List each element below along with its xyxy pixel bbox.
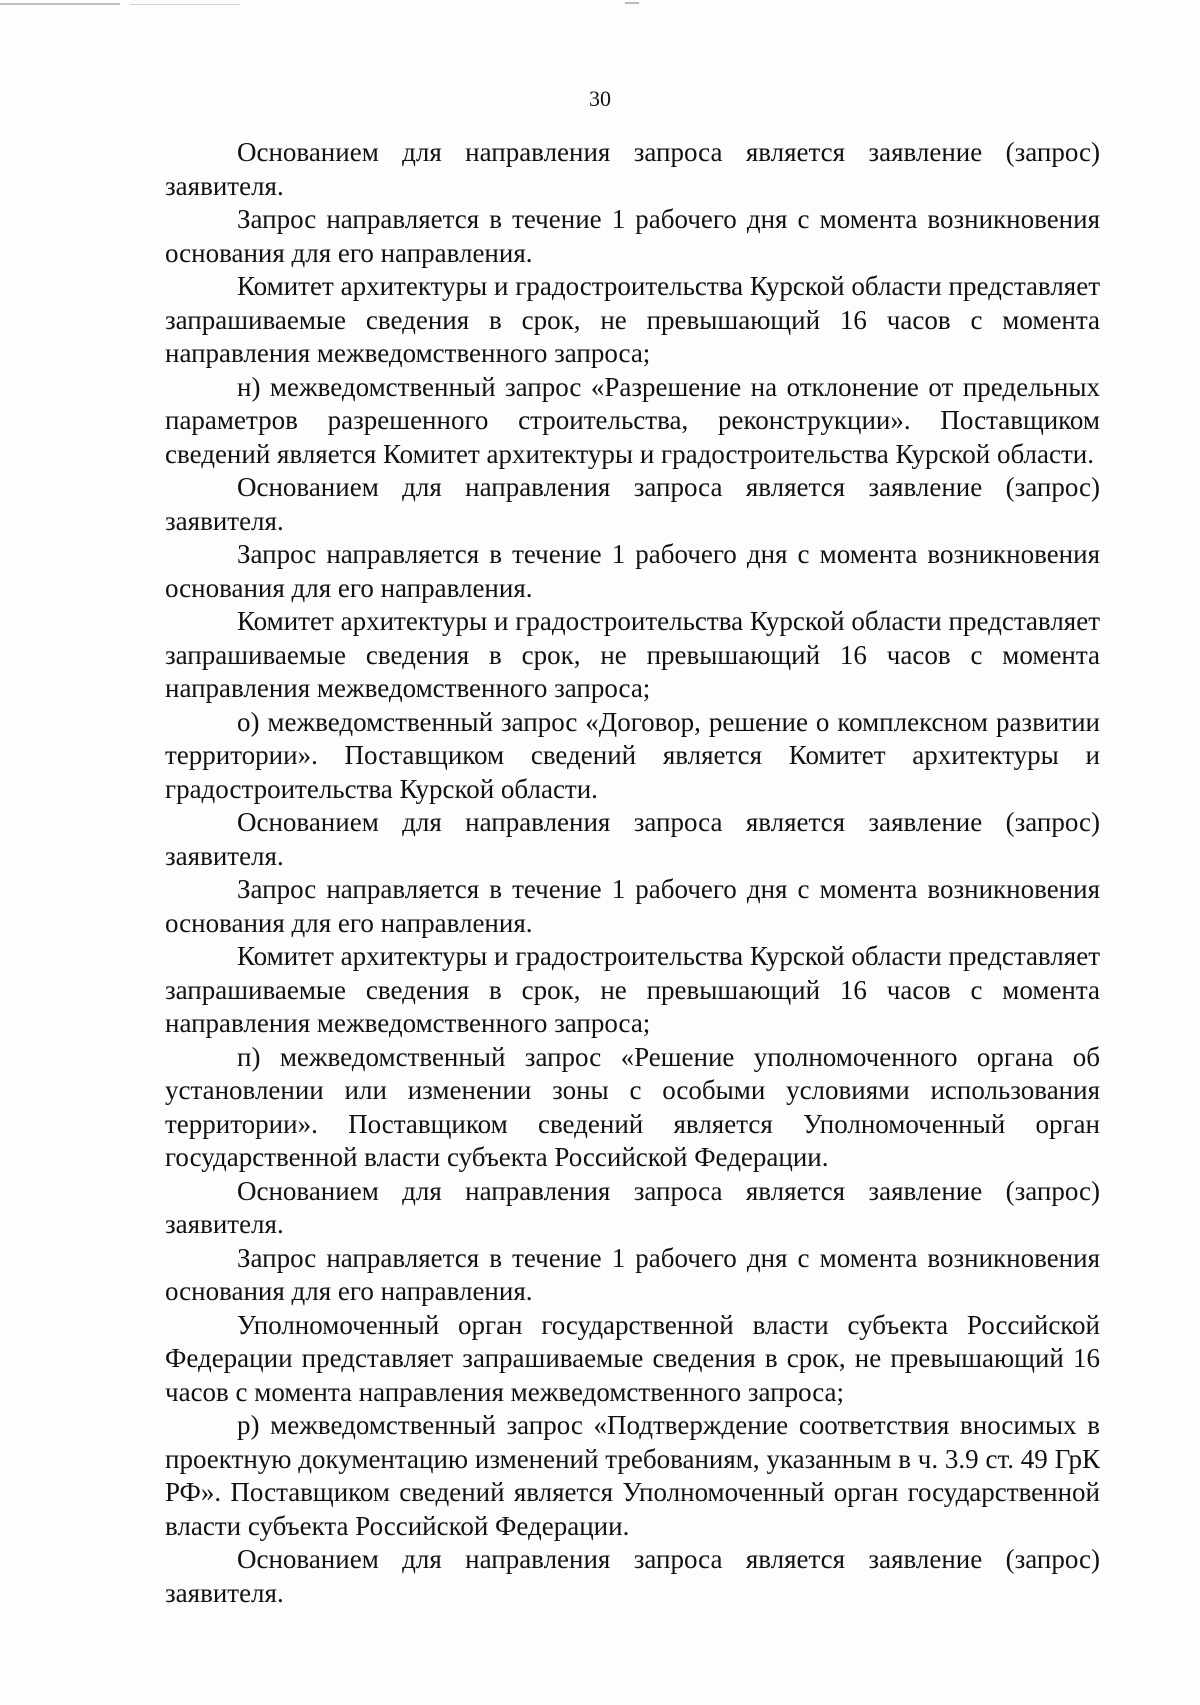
paragraph: Запрос направляется в течение 1 рабочего дня с момента возникновения основания для его направления.: [165, 539, 1100, 603]
paragraph: Уполномоченный орган государственной власти субъекта Российской Федерации представляет запрашиваемые сведения в срок, не превышающий 16 часов с момента направления межведомственного запроса;: [165, 1309, 1100, 1407]
scan-artifact: [130, 4, 240, 5]
page-number: 30: [589, 86, 611, 111]
paragraph: Основанием для направления запроса является заявление (запрос) заявителя.: [165, 472, 1100, 536]
paragraph: Комитет архитектуры и градостроительства Курской области представляет запрашиваемые сведения в срок, не превышающий 16 часов с момента направления межведомственного запроса;: [165, 941, 1100, 1038]
document-body: [165, 136, 1100, 1610]
paragraph: Комитет архитектуры и градостроительства Курской области представляет запрашиваемые сведения в срок, не превышающий 16 часов с момента направления межведомственного запроса;: [165, 271, 1100, 368]
paragraph: р) межведомственный запрос «Подтверждение соответствия вносимых в проектную документацию изменений требованиям, указанным в ч. 3.9 ст. 49 ГрК РФ». Поставщиком сведений является Уполномоченный орган государственной власти субъекта Российской Федерации.: [165, 1410, 1100, 1541]
paragraph: Основанием для направления запроса является заявление (запрос) заявителя.: [165, 807, 1100, 871]
paragraph: п) межведомственный запрос «Решение уполномоченного органа об установлении или изменении зоны с особыми условиями использования территории». Поставщиком сведений является Уполномоченный орган государственной власти субъекта Российской Федерации.: [165, 1041, 1100, 1172]
paragraph: о) межведомственный запрос «Договор, решение о комплексном развитии территории». Поставщиком сведений является Комитет архитектуры и градостроительства Курской области.: [165, 706, 1100, 804]
paragraph: н) межведомственный запрос «Разрешение на отклонение от предельных параметров разрешенного строительства, реконструкции». Поставщиком сведений является Комитет архитектуры и градостроительства Курской области.: [165, 371, 1100, 469]
paragraph: Запрос направляется в течение 1 рабочего дня с момента возникновения основания для его направления.: [165, 1242, 1100, 1306]
paragraph: Основанием для направления запроса является заявление (запрос) заявителя.: [165, 1175, 1100, 1239]
paragraph: Основанием для направления запроса является заявление (запрос) заявителя.: [165, 1544, 1100, 1608]
scan-artifact: [625, 2, 639, 4]
scan-artifact: [0, 3, 120, 5]
paragraph: Комитет архитектуры и градостроительства Курской области представляет запрашиваемые сведения в срок, не превышающий 16 часов с момента направления межведомственного запроса;: [165, 606, 1100, 703]
paragraph: Запрос направляется в течение 1 рабочего дня с момента возникновения основания для его направления.: [165, 204, 1100, 268]
paragraph: Запрос направляется в течение 1 рабочего дня с момента возникновения основания для его направления.: [165, 874, 1100, 938]
paragraph: Основанием для направления запроса является заявление (запрос) заявителя.: [165, 137, 1100, 201]
